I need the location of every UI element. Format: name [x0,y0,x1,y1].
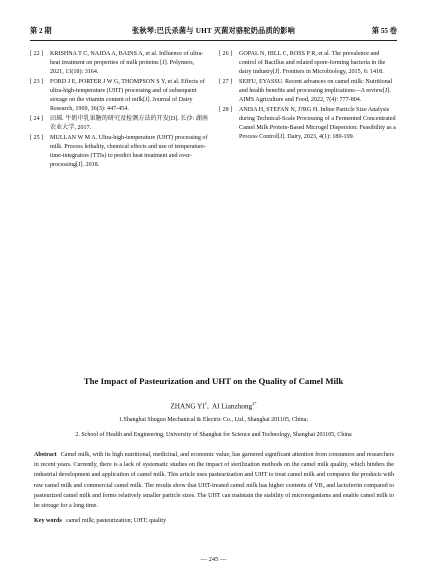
reference-item [219,106,397,142]
volume-number: 第 55 卷 [371,27,397,35]
author-affiliation-mark: 2* [252,401,257,406]
author-name: ZHANG YI [170,402,205,411]
abstract [34,450,394,511]
keywords-text: camel milk; pasteurization; UHT; quality [65,518,167,524]
reference-number: [ 22 ] [30,51,44,57]
reference-item [30,50,208,77]
reference-item [30,115,208,133]
reference-number: [ 27 ] [219,79,233,85]
reference-text: ANISA H, STEFAN N, J?RG H. Inline Particle Size Analysis during Technical-Scale Processing of a Fermented Concentrated Camel Milk Protein-Based Microgel Dispersion: Feasibility as a Process Control[J]. Dairy, 2023, 4(1): 180-199. [239,107,396,140]
reference-number: [ 26 ] [219,51,233,57]
page-number: — 245 — [200,556,227,563]
reference-text: GOPAL N, HILL C, ROSS P R, et al. The prevalence and control of Bacillus and related spore-forming bacteria in the dairy industry[J]. Frontiers in Microbiology, 2015, 6: 1418. [239,51,386,75]
author-line: ZHANG $YI^1$, AI Lianzhong$^{2*}$ [170,401,257,411]
reference-number: [ 24 ] [30,116,44,122]
reference-text: SEIFU, EYASSU. Recent advances on camel milk: Nutritional and health benefits and processing implications—A review[J]. AIMS Agriculture and Food, 2022, 7(4): 777-804. [239,79,393,103]
reference-text: FORD J E, PORTER J W G, THOMPSON S Y, et al. Effects of ultra-high-temperature (UHT) processing and of subsequent storage on the vitamin content of milk[J]. Journal of Dairy Research, 1969, 36(3): 447-454. [50,79,205,112]
reference-text: 田瑶. 牛奶中乳果糖的研究及检测方法的开发[D]. 长沙: 湖南农业大学, 2017. [50,116,208,131]
reference-item [30,134,208,170]
reference-item [219,50,397,77]
abstract-text: Camel milk, with its high nutritional, medicinal, and economic value, has garnered significant attention from consumers and researchers in recent years. Currently, there is a lack of systematic studies on the impact of sterilization methods on the camel milk quality, which hinders the industrial development and application of camel milk. This article uses pasteurization and UHT to treat camel milk and compares the products with raw camel milk and commercial camel milk. The results show that UHT-treated camel milk has higher contents of VB₂ and lactoferrin compared to pasteurized camel milk and forms relatively smaller particle sizes. The UHT can maintain the stability of microorganisms and enable camel milk to be storage for a long time. [34,452,394,510]
reference-number: [ 25 ] [30,135,44,141]
affiliation-1: 1.Shanghai Shuguo Mechanical & Electric Co., Ltd., Shanghai 201105, China; [119,417,308,423]
keywords [34,518,394,524]
reference-number: [ 23 ] [30,79,44,85]
reference-item [219,78,397,105]
author-affiliation-mark: 1 [204,401,207,406]
reference-text: KRISHNA T C, NAJDA A, BAINS A, et al. Influence of ultra-heat treatment on properties of milk proteins [J]. Polymers, 2021, 13(18): 3164. [50,51,204,75]
keywords-label: Key words [34,518,62,524]
article-title: The Impact of Pasteurization and UHT on the Quality of Camel Milk [83,376,344,386]
reference-number: [ 28 ] [219,107,233,113]
affiliation-2: 2. School of Health and Engineering, University of Shanghai for Science and Technology, Shanghai 201105, China [75,432,352,438]
reference-text: MULLAN W M A. Ultra-high-temperature (UHT) processing of milk. Process lethality, chemical effects and use of temperature-time-integrators (TTIs) to predict heat treatment and over-processing[J]. 2018. [50,135,208,168]
abstract-label: Abstract [34,452,57,458]
issue-number: 第 2 期 [30,27,52,35]
running-header [30,24,397,38]
header-rule [30,40,397,41]
reference-item [30,78,208,114]
reference-column-right [219,50,397,143]
author-name: AI Lianzhong [211,402,253,411]
running-title: 张秋琴:巴氏杀菌与 UHT 灭菌对骆驼奶品质的影响 [132,27,295,35]
reference-column-left [30,50,208,171]
